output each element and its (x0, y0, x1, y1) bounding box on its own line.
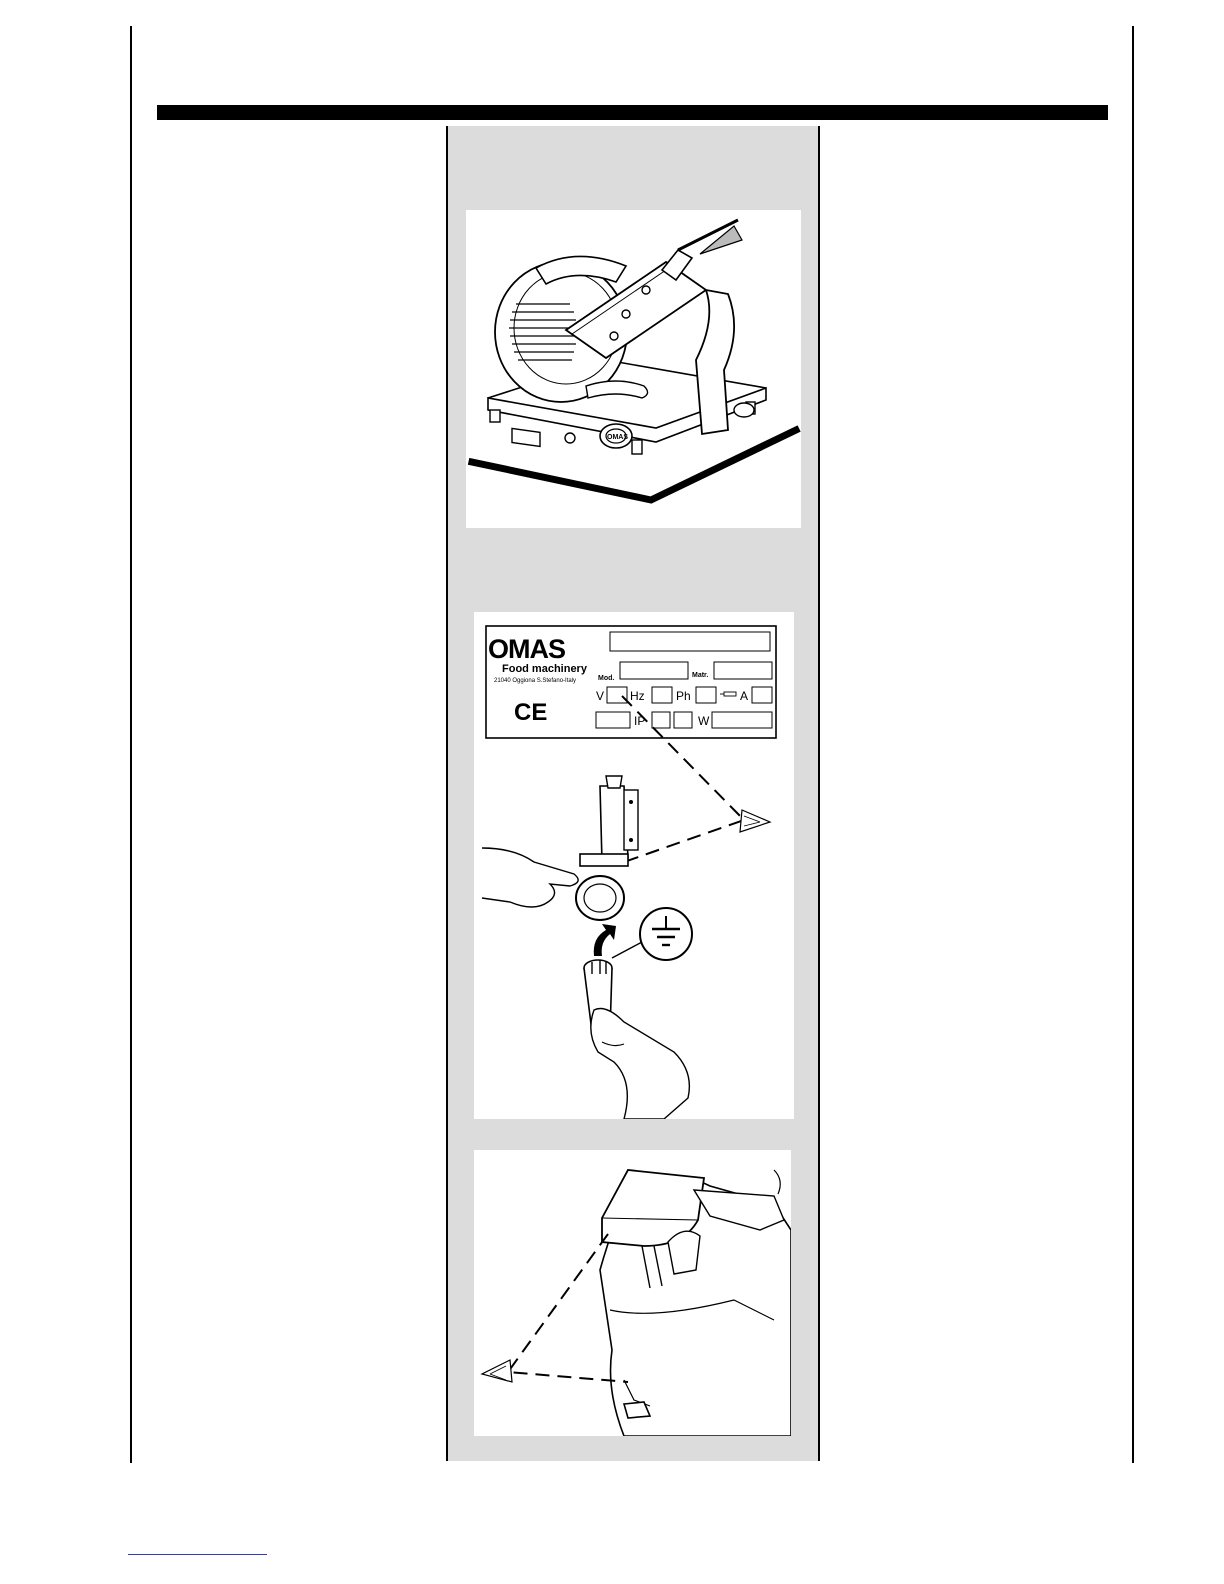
label-w: W (698, 714, 710, 728)
slicer-badge: OMAS (607, 434, 628, 441)
plate-address: 21040 Oggiona S.Stefano-Italy (494, 678, 577, 684)
rating-plate-drawing (474, 612, 794, 1119)
label-ip: IP (634, 714, 646, 728)
ground-symbol-icon (640, 908, 692, 960)
slicer-illustration-panel (466, 210, 801, 528)
omas-logo: OMAS (488, 634, 565, 664)
left-margin-line (130, 26, 132, 1463)
plate-subtitle: Food machinery (502, 663, 587, 675)
label-matr: Matr. (692, 672, 709, 679)
right-margin-line (1132, 26, 1134, 1463)
footer-rule (128, 1554, 267, 1555)
label-ph: Ph (676, 689, 691, 703)
label-hz: Hz (630, 689, 645, 703)
rating-plate-panel (474, 612, 794, 1119)
slicer-detail-panel (474, 1150, 791, 1436)
header-bar (157, 105, 1108, 120)
label-v: V (596, 689, 605, 703)
label-a: A (740, 689, 749, 703)
illustration-column (446, 126, 820, 1461)
slicer-detail-drawing (474, 1150, 791, 1436)
label-mod: Mod. (598, 675, 615, 682)
ce-mark: CE (514, 699, 548, 726)
slicer-machine-drawing (466, 210, 801, 528)
